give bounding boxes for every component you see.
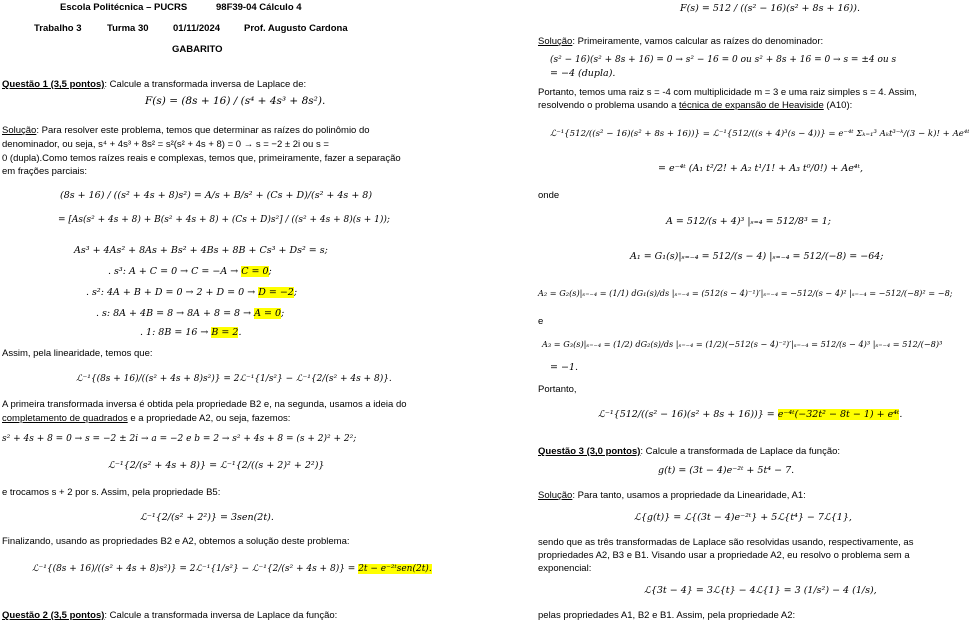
course-code: 98F39-04 Cálculo 4 bbox=[216, 2, 302, 13]
solution-1-line-4: em frações parciais: bbox=[2, 166, 88, 177]
heaviside-eq-2: = e⁻⁴ᵗ (A₁ t²/2! + A₂ t¹/1! + A₃ t⁰/0!) + Ae⁴ᵗ, bbox=[658, 163, 863, 174]
final-result: 2t − e⁻²ᵗsen(2t). bbox=[358, 564, 432, 574]
linearity-equation: ℒ⁻¹{(8s + 16)/((s² + 4s + 8)s²)} = 2ℒ⁻¹{1/s²} − ℒ⁻¹{2/(s² + 4s + 8)}. bbox=[76, 374, 392, 384]
solution-1-line-1 bbox=[2, 125, 370, 137]
paragraph-3-line-3: exponencial: bbox=[538, 563, 592, 574]
question-1-heading bbox=[2, 79, 306, 91]
eq-s2-result: D = −2 bbox=[258, 287, 294, 298]
swap-text: e trocamos s + 2 por s. Assim, pela propriedade B5: bbox=[2, 487, 221, 498]
solution-3-label: Solução bbox=[538, 490, 573, 501]
final-text: Finalizando, usando as propriedades B2 e A2, obtemos a solução deste problema: bbox=[2, 536, 350, 547]
eq-s2-text: . s²: 4A + B + D = 0 → 2 + D = 0 → bbox=[86, 287, 259, 298]
solution-2-line bbox=[538, 36, 823, 48]
solution-label: Solução bbox=[2, 125, 37, 136]
solution-2-text: : Primeiramente, vamos calcular as raízes do denominador: bbox=[572, 36, 824, 47]
paragraph-1-line-1: A primeira transformada inversa é obtida pela propriedade B2 e, na segunda, usamos a ideia do bbox=[2, 399, 407, 410]
eq-s2: . s²: 4A + B + D = 0 → 2 + D = 0 → D = −2; bbox=[86, 287, 298, 298]
q2-result-value: e⁻⁴ᵗ(−32t² − 8t − 1) + e⁴ᵗ bbox=[777, 409, 900, 420]
therefore-text: resolvendo o problema usando a bbox=[538, 100, 680, 111]
coef-A2: A₂ = G₂(s)|ₛ₌₋₄ = (1/1) dG₁(s)/ds |ₛ₌₋₄ = (512(s − 4)⁻¹)′|ₛ₌₋₄ = −512/(s − 4)² |ₛ₌₋₄ = −512/(−8)² = −8; bbox=[538, 288, 953, 298]
q3-function: g(t) = (3t − 4)e⁻²ᵗ + 5t⁴ − 7. bbox=[658, 465, 795, 476]
question-2-title: Questão 2 (3,5 pontos) bbox=[2, 610, 105, 621]
final-equation-text: ℒ⁻¹{(8s + 16)/((s² + 4s + 8)s²)} = 2ℒ⁻¹{1/s²} − ℒ⁻¹{2/(s² + 4s + 8)} = bbox=[32, 564, 359, 574]
roots-line-2: = −4 (dupla). bbox=[550, 68, 616, 79]
heaviside-eq-1: ℒ⁻¹{512/((s² − 16)(s² + 8s + 16))} = ℒ⁻¹{512/((s + 4)³(s − 4))} = e⁻⁴ᵗ Σₖ₌₁³ Aₖt³⁻ᵏ/(3 − k)! + Ae⁴ᵗ bbox=[550, 129, 969, 139]
completing-square-eq-2: ℒ⁻¹{2/(s² + 4s + 8)} = ℒ⁻¹{2/((s + 2)² + 2²)} bbox=[108, 460, 325, 471]
eq-s1: . s: 8A + 4B = 8 → 8A + 8 = 8 → A = 0; bbox=[96, 308, 285, 319]
prof-label: Prof. Augusto Cardona bbox=[244, 23, 348, 34]
where-label: onde bbox=[538, 190, 560, 201]
school-name: Escola Politécnica – PUCRS bbox=[60, 2, 188, 13]
eq-1-result: B = 2 bbox=[211, 327, 239, 338]
q1-function: F(s) = (8s + 16) / (s⁴ + 4s³ + 8s²). bbox=[145, 95, 326, 107]
paragraph-3-line-1: sendo que as três transformadas de Laplace são resolvidas usando, respectivamente, as bbox=[538, 537, 914, 548]
final-equation bbox=[32, 563, 432, 575]
eq-1-text: . 1: 8B = 16 → bbox=[140, 327, 212, 338]
last-line: pelas propriedades A1, B2 e B1. Assim, pela propriedade A2: bbox=[538, 610, 796, 621]
eq-s3-text: . s³: A + C = 0 → C = −A → bbox=[108, 266, 242, 277]
class-label: Turma 30 bbox=[107, 23, 149, 34]
question-2-prompt: : Calcule a transformada inversa de Laplace da função: bbox=[104, 610, 338, 621]
solution-1-text: : Para resolver este problema, temos que determinar as raízes do polinômio do bbox=[36, 125, 370, 136]
partial-fractions-3: As³ + 4As² + 8As + Bs² + 4Bs + 8B + Cs³ + Ds² = s; bbox=[74, 245, 328, 256]
coef-A3: A₃ = G₃(s)|ₛ₌₋₄ = (1/2) dG₂(s)/ds |ₛ₌₋₄ = (1/2)(−512(s − 4)⁻²)′|ₛ₌₋₄ = 512/(s − 4)³ |ₛ₌₋₄ = 512/(−8)³ bbox=[542, 339, 943, 349]
q2-result-end: . bbox=[899, 409, 903, 420]
gabarito-title: GABARITO bbox=[172, 44, 223, 55]
coef-A1: A₁ = G₁(s)|ₛ₌₋₄ = 512/(s − 4) |ₛ₌₋₄ = 512/(−8) = −64; bbox=[630, 251, 884, 262]
completing-square-link: completamento de quadrados bbox=[2, 413, 128, 424]
heaviside-link: técnica de expansão de Heaviside bbox=[679, 100, 824, 111]
eq-s3-result: C = 0 bbox=[241, 266, 269, 277]
b5-equation: ℒ⁻¹{2/(s² + 2²)} = 3sen(2t). bbox=[140, 512, 274, 523]
roots-line-1: (s² − 16)(s² + 8s + 16) = 0 → s² − 16 = 0 ou s² + 8s + 16 = 0 → s = ±4 ou s bbox=[550, 55, 897, 65]
question-1-title: Questão 1 (3,5 pontos) bbox=[2, 79, 105, 90]
question-3-prompt: : Calcule a transformada de Laplace da função: bbox=[640, 446, 841, 457]
q2-result bbox=[598, 409, 902, 421]
solution-1-line-2: denominador, ou seja, s⁴ + 4s³ + 8s² = s²(s² + 4s + 8) = 0 → s = −2 ± 2i ou s = bbox=[2, 139, 329, 150]
laplace-3t-4: ℒ{3t − 4} = 3ℒ{t} − 4ℒ{1} = 3 (1/s²) − 4 (1/s), bbox=[644, 585, 877, 596]
eq-s1-result: A = 0 bbox=[254, 308, 282, 319]
laplace-g: ℒ{g(t)} = ℒ{(3t − 4)e⁻²ᵗ} + 5ℒ{t⁴} − 7ℒ{1}, bbox=[634, 512, 852, 523]
date-label: 01/11/2024 bbox=[173, 23, 221, 34]
q2-function: F(s) = 512 / ((s² − 16)(s² + 8s + 16)). bbox=[680, 3, 860, 14]
eq-s3: . s³: A + C = 0 → C = −A → C = 0; bbox=[108, 266, 272, 277]
therefore-label: Portanto, bbox=[538, 384, 577, 395]
paragraph-3-line-2: propriedades A2, B3 e B1. Visando usar a propriedade A2, eu resolvo o problema sem a bbox=[538, 550, 910, 561]
solution-3-text: : Para tanto, usamos a propriedade da Linearidade, A1: bbox=[572, 490, 806, 501]
question-3-heading bbox=[538, 446, 840, 458]
coef-A3-end: = −1. bbox=[550, 362, 579, 373]
question-2-heading bbox=[2, 610, 337, 622]
work-label: Trabalho 3 bbox=[34, 23, 82, 34]
partial-fractions-2: = [As(s² + 4s + 8) + B(s² + 4s + 8) + (Cs + D)s²] / ((s² + 4s + 8)(s + 1)); bbox=[58, 215, 390, 225]
solution-2-label: Solução bbox=[538, 36, 573, 47]
and-label: e bbox=[538, 316, 544, 327]
partial-fractions-1: (8s + 16) / ((s² + 4s + 8)s²) = A/s + B/s² + (Cs + D)/(s² + 4s + 8) bbox=[60, 190, 373, 201]
solution-3-line bbox=[538, 490, 806, 502]
solution-1-line-3: 0 (dupla).Como temos raízes reais e complexas, temos que, primeiramente, fazer a separação bbox=[2, 153, 401, 164]
therefore-line-2 bbox=[538, 100, 852, 112]
eq-s1-text: . s: 8A + 4B = 8 → 8A + 8 = 8 → bbox=[96, 308, 255, 319]
paragraph-1-rest: e a propriedade A2, ou seja, fazemos: bbox=[127, 413, 291, 424]
eq-1: . 1: 8B = 16 → B = 2. bbox=[140, 327, 242, 338]
paragraph-1-line-2 bbox=[2, 413, 290, 425]
completing-square-eq: s² + 4s + 8 = 0 → s = −2 ± 2i → a = −2 e b = 2 → s² + 4s + 8 = (s + 2)² + 2²; bbox=[2, 434, 357, 444]
therefore-end: (A10): bbox=[823, 100, 853, 111]
linearity-text: Assim, pela linearidade, temos que: bbox=[2, 348, 153, 359]
coef-A: A = 512/(s + 4)³ |ₛ₌₄ = 512/8³ = 1; bbox=[666, 216, 832, 227]
question-3-title: Questão 3 (3,0 pontos) bbox=[538, 446, 641, 457]
question-1-prompt: : Calcule a transformada inversa de Laplace de: bbox=[104, 79, 307, 90]
therefore-line-1: Portanto, temos uma raiz s = -4 com multiplicidade m = 3 e uma raiz simples s = 4. Assim, bbox=[538, 87, 917, 98]
q2-result-text: ℒ⁻¹{512/((s² − 16)(s² + 8s + 16))} = bbox=[598, 409, 778, 420]
